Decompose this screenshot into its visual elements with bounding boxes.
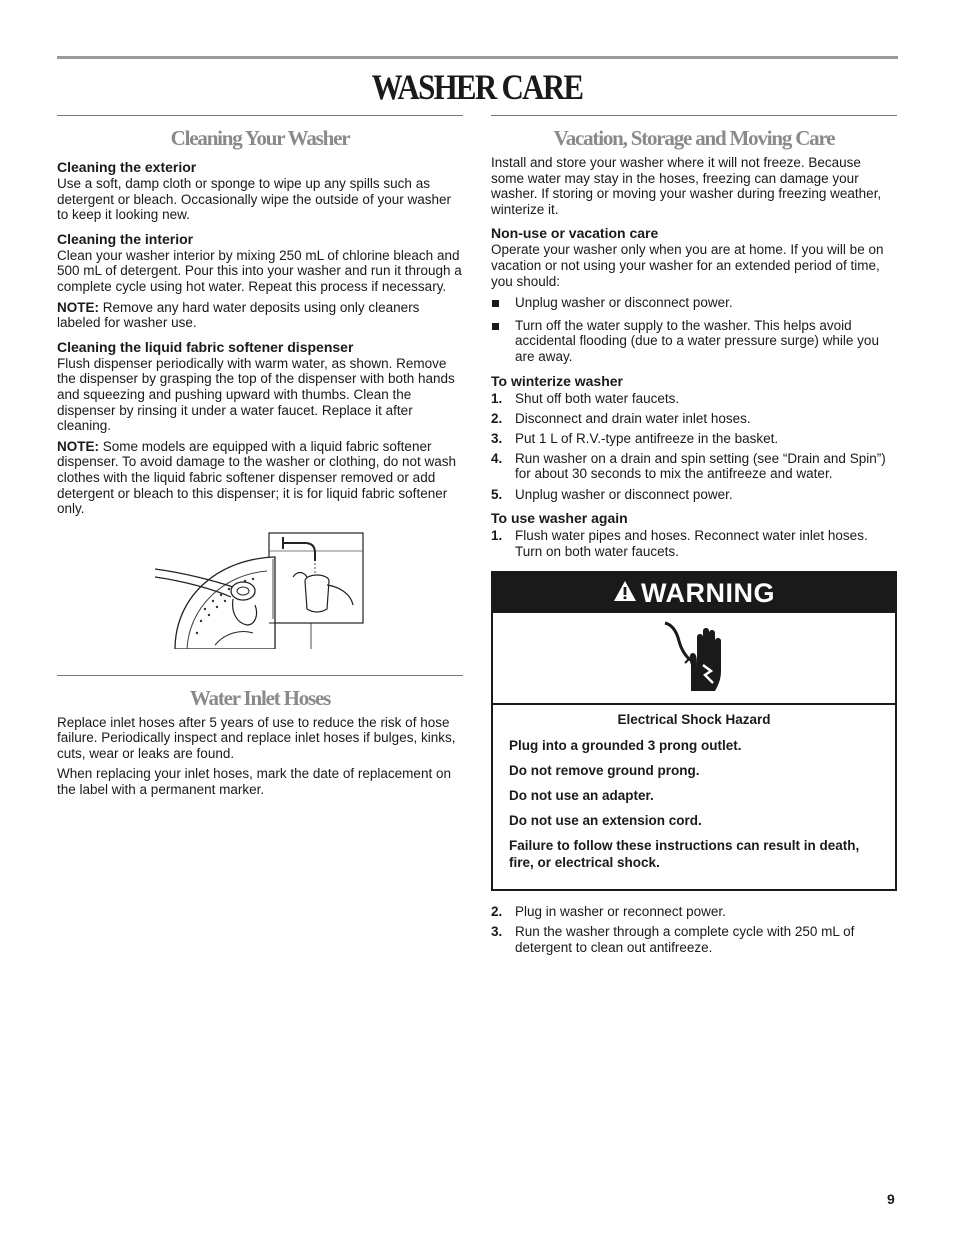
step-number: 5. xyxy=(491,486,503,502)
warning-header xyxy=(493,573,895,613)
warning-line: Do not use an extension cord. xyxy=(509,813,702,829)
dispenser-title: Cleaning the liquid fabric softener dispenser xyxy=(57,338,354,355)
left-column xyxy=(57,115,463,803)
step-number: 3. xyxy=(491,430,503,446)
warning-line: Do not use an adapter. xyxy=(509,788,654,804)
right-column xyxy=(491,115,897,960)
cleaning-heading: Cleaning Your Washer xyxy=(170,126,350,150)
list-item xyxy=(491,528,897,559)
interior-title: Cleaning the interior xyxy=(57,230,194,247)
step-number: 1. xyxy=(491,390,503,406)
section-rule xyxy=(491,115,897,116)
after-steps xyxy=(491,904,897,955)
dispenser-note-text: Some models are equipped with a liquid fabric softener dispenser. To avoid damage to the washer or clothing, do not wash clothes with the liquid fabric softener dispenser removed or add detergent or bleach to this dispenser; it is for liquid fabric softener only. xyxy=(57,438,457,517)
interior-note-text: Remove any hard water deposits using only cleaners labeled for washer use. xyxy=(57,299,420,331)
step-text: Flush water pipes and hoses. Reconnect water inlet hoses. Turn on both water faucets. xyxy=(515,528,868,559)
winterize-title: To winterize washer xyxy=(491,372,623,389)
warning-line: Do not remove ground prong. xyxy=(509,763,700,779)
list-item: Unplug washer or disconnect power. xyxy=(491,295,897,311)
winterize-steps xyxy=(491,391,897,503)
step-number: 4. xyxy=(491,450,503,466)
electrical-shock-hand-icon xyxy=(659,619,729,700)
exterior-title: Cleaning the exterior xyxy=(57,159,197,175)
warning-triangle-icon xyxy=(613,578,637,609)
dispenser-note xyxy=(57,439,463,517)
dispenser-illustration xyxy=(155,529,367,649)
vacation-intro: Install and store your washer where it will not freeze. Because some water may stay in the hoses, freezing can damage your washer. If storing or moving your washer during freezing weather, winterize it. xyxy=(491,155,882,217)
nonuse-list xyxy=(491,295,897,364)
interior-note xyxy=(57,300,463,331)
warning-line: Plug into a grounded 3 prong outlet. xyxy=(509,738,742,754)
nonuse-text: Operate your washer only when you are at home. If you will be on vacation or not using your washer for an extended period of time, you should: xyxy=(491,242,884,289)
exterior-text: Use a soft, damp cloth or sponge to wipe up any spills such as detergent or bleach. Occasionally wipe the outside of your washer to keep it looking new. xyxy=(57,176,451,223)
list-item xyxy=(491,904,897,920)
section-rule xyxy=(57,675,463,676)
hoses-text-2: When replacing your inlet hoses, mark the date of replacement on the label with a permanent marker. xyxy=(57,766,451,798)
list-item: Turn off the water supply to the washer. This helps avoid accidental flooding (due to a water pressure surge) while you are away. xyxy=(491,318,897,365)
step-text: Shut off both water faucets. xyxy=(515,390,680,406)
hoses-heading: Water Inlet Hoses xyxy=(189,685,331,710)
use-again-title: To use washer again xyxy=(491,510,628,527)
vacation-heading: Vacation, Storage and Moving Care xyxy=(553,126,835,150)
interior-text: Clean your washer interior by mixing 250 mL of chlorine bleach and 500 mL of detergent. Pour this into your washer and run it through a complete cycle using hot water. Repeat this process if necessary. xyxy=(57,247,462,294)
step-text: Plug in washer or reconnect power. xyxy=(515,904,726,920)
hazard-title: Electrical Shock Hazard xyxy=(617,712,771,728)
step-text: Run washer on a drain and spin setting (see “Drain and Spin”) for about 30 seconds to mix the antifreeze and water. xyxy=(515,450,886,482)
section-rule xyxy=(57,115,463,116)
step-text: Disconnect and drain water inlet hoses. xyxy=(515,410,751,426)
page-title: WASHER CARE xyxy=(371,67,583,107)
warning-line: Failure to follow these instructions can result in death, fire, or electrical shock. xyxy=(509,838,860,871)
list-item xyxy=(491,391,897,407)
step-number: 2. xyxy=(491,410,503,426)
step-text: Put 1 L of R.V.-type antifreeze in the basket. xyxy=(515,430,779,446)
step-number: 1. xyxy=(491,528,503,544)
list-item xyxy=(491,431,897,447)
warning-body xyxy=(493,705,895,889)
list-item xyxy=(491,487,897,503)
shock-icon-box xyxy=(493,615,895,705)
top-rule xyxy=(57,56,898,59)
dispenser-text: Flush dispenser periodically with warm water, as shown. Remove the dispenser by grasping the top of the dispenser with both hands and squeezing and pushing upward with thumbs. Clean the dispenser by rinsing it under a water faucet. Replace it after cleaning. xyxy=(57,355,455,434)
list-item xyxy=(491,924,897,955)
page-number: 9 xyxy=(887,1191,895,1207)
note-label: NOTE: xyxy=(57,438,99,454)
list-item xyxy=(491,411,897,427)
list-item xyxy=(491,451,897,482)
use-again-steps xyxy=(491,528,897,559)
note-label: NOTE: xyxy=(57,299,99,315)
hoses-text-1: Replace inlet hoses after 5 years of use to reduce the risk of hose failure. Periodically inspect and replace inlet hoses if bulges, kinks, cuts, wear or leaks are found. xyxy=(57,714,456,761)
nonuse-title: Non-use or vacation care xyxy=(491,225,659,242)
step-number: 3. xyxy=(491,924,503,940)
warning-label: WARNING xyxy=(641,577,775,608)
step-number: 2. xyxy=(491,904,503,920)
warning-box xyxy=(491,571,897,891)
step-text: Unplug washer or disconnect power. xyxy=(515,486,733,502)
step-text: Run the washer through a complete cycle with 250 mL of detergent to clean out antifreeze. xyxy=(515,924,855,955)
